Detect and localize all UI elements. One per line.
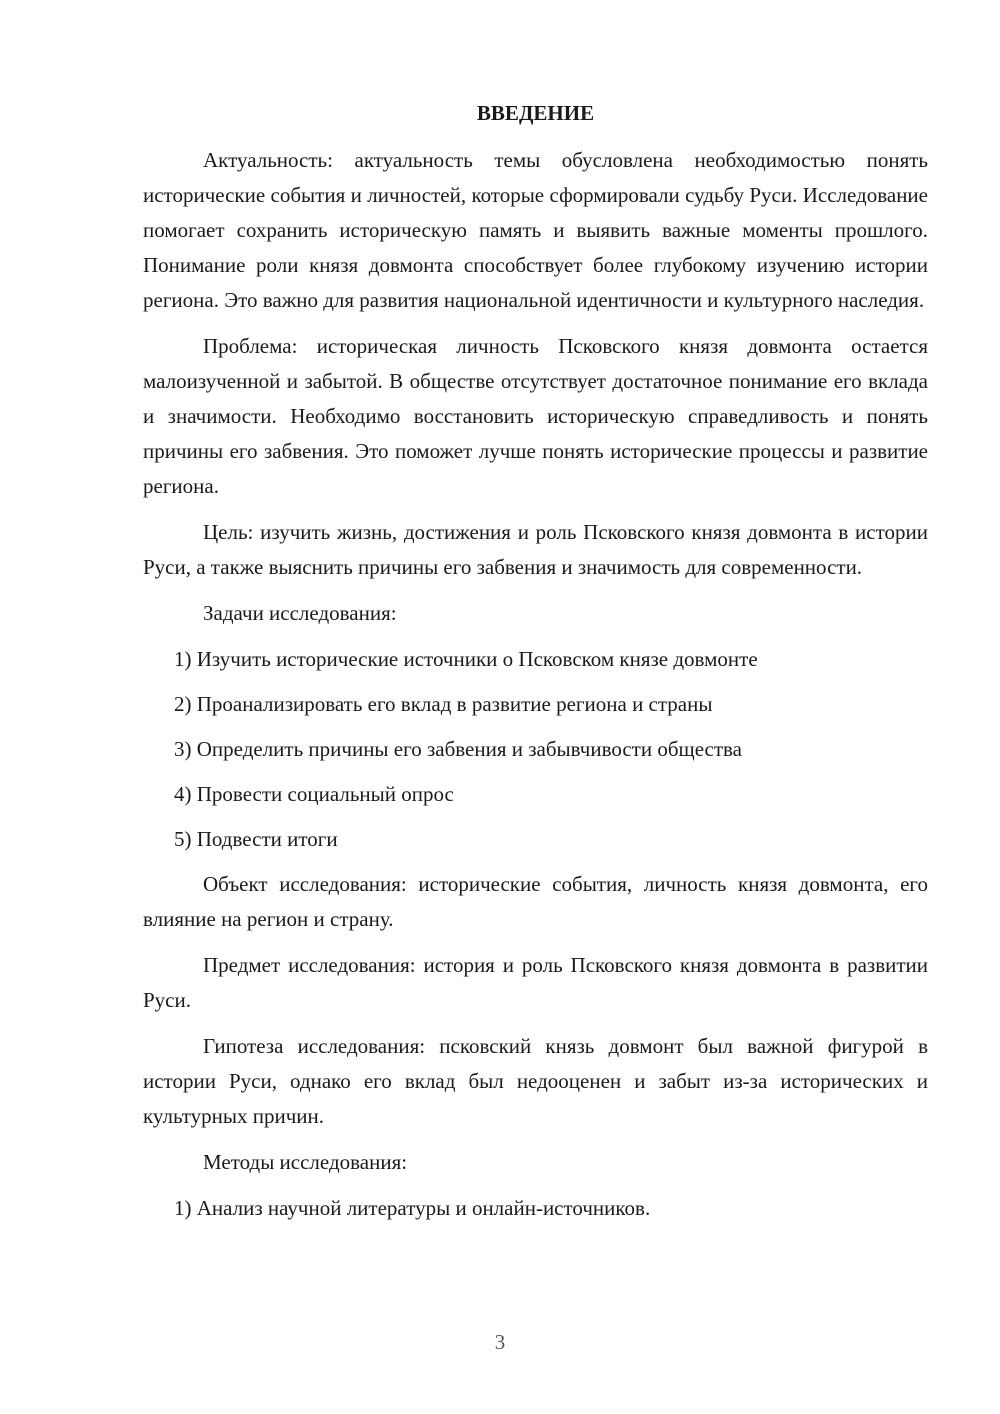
actuality-paragraph: Актуальность: актуальность темы обусловлена необходимостью понять исторические события и личностей, которые сформировали судьбу Руси. Исследование помогает сохранить историческую память и выявить важные моменты прошлого. Понимание роли князя довмонта способствует более глубокому изучению истории региона. Это важно для развития национальной идентичности и культурного наследия. — [143, 148, 928, 312]
list-item: 2) Проанализировать его вклад в развитие региона и страны — [174, 692, 713, 716]
list-item: 4) Провести социальный опрос — [174, 782, 454, 806]
document-page — [143, 96, 928, 1236]
list-item: 5) Подвести итоги — [174, 827, 338, 851]
hypothesis-paragraph: Гипотеза исследования: псковский князь довмонт был важной фигурой в истории Руси, однако его вклад был недооценен и забыт из-за исторических и культурных причин. — [143, 1034, 928, 1128]
tasks-list — [143, 642, 928, 857]
object-paragraph: Объект исследования: исторические события, личность князя довмонта, его влияние на регион и страну. — [143, 872, 928, 931]
page-number: 3 — [494, 1330, 506, 1354]
list-item: 1) Анализ научной литературы и онлайн-источников. — [174, 1196, 651, 1220]
problem-paragraph: Проблема: историческая личность Псковского князя довмонта остается малоизученной и забытой. В обществе отсутствует достаточное понимание его вклада и значимости. Необходимо восстановить историческую справедливость и понять причины его забвения. Это поможет лучше понять исторические процессы и развитие региона. — [143, 334, 928, 498]
methods-list — [143, 1191, 928, 1226]
goal-paragraph: Цель: изучить жизнь, достижения и роль Псковского князя довмонта в истории Руси, а также выяснить причины его забвения и значимость для современности. — [143, 520, 928, 579]
tasks-heading: Задачи исследования: — [203, 601, 397, 625]
list-item: 3) Определить причины его забвения и забывчивости общества — [174, 737, 743, 761]
methods-heading: Методы исследования: — [203, 1150, 408, 1174]
subject-paragraph: Предмет исследования: история и роль Псковского князя довмонта в развитии Руси. — [143, 953, 928, 1012]
page-title: ВВЕДЕНИЕ — [476, 101, 595, 125]
list-item: 1) Изучить исторические источники о Псковском князе довмонте — [174, 647, 758, 671]
